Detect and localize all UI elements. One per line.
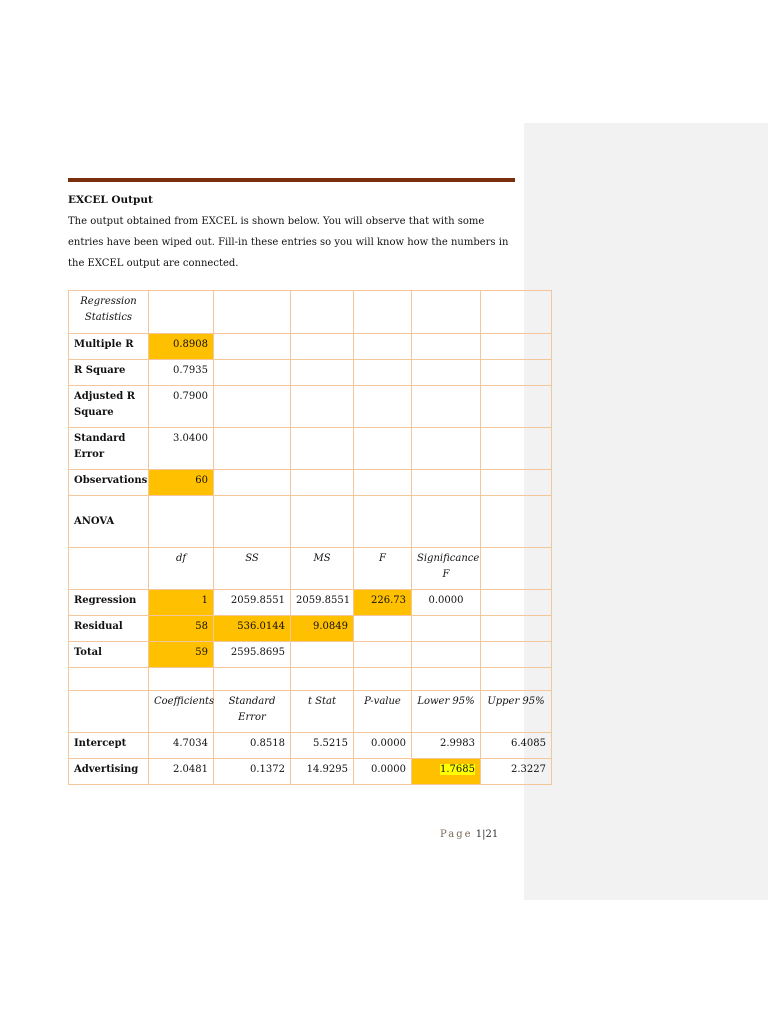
adjusted-r-square-label: Adjusted R Square xyxy=(69,386,149,428)
regression-label: Regression xyxy=(69,590,149,616)
residual-label: Residual xyxy=(69,616,149,642)
coef-header-p-value: P-value xyxy=(354,691,412,733)
total-label: Total xyxy=(69,642,149,668)
advertising-label: Advertising xyxy=(69,759,149,785)
anova-header-ms: MS xyxy=(291,548,354,590)
total-ss: 2595.8695 xyxy=(214,642,291,668)
anova-header-f: F xyxy=(354,548,412,590)
table-row xyxy=(69,470,552,496)
anova-header-ss: SS xyxy=(214,548,291,590)
anova-header-significance: Significance F xyxy=(412,548,481,590)
table-row xyxy=(69,691,552,733)
intercept-t: 5.5215 xyxy=(291,733,354,759)
residual-ss: 536.0144 xyxy=(214,616,291,642)
regression-df: 1 xyxy=(149,590,214,616)
coef-header-coefficients: Coefficients xyxy=(149,691,214,733)
intercept-label: Intercept xyxy=(69,733,149,759)
coef-header-t-stat: t Stat xyxy=(291,691,354,733)
coef-header-upper-95: Upper 95% xyxy=(481,691,552,733)
table-row xyxy=(69,548,552,590)
r-square-label: R Square xyxy=(69,360,149,386)
regression-significance: 0.0000 xyxy=(412,590,481,616)
table-row xyxy=(69,496,552,548)
table-row xyxy=(69,360,552,386)
coef-header-standard-error: Standard Error xyxy=(214,691,291,733)
residual-ms: 9.0849 xyxy=(291,616,354,642)
regression-ss: 2059.8551 xyxy=(214,590,291,616)
section-title: EXCEL Output xyxy=(68,194,153,206)
table-row xyxy=(69,428,552,470)
advertising-lower: 1.7685 xyxy=(440,764,475,775)
comment-pane xyxy=(524,123,768,900)
anova-header-df: df xyxy=(149,548,214,590)
table-row xyxy=(69,642,552,668)
table-row xyxy=(69,386,552,428)
regression-output-table xyxy=(68,290,552,785)
multiple-r-value: 0.8908 xyxy=(149,334,214,360)
standard-error-label: Standard Error xyxy=(69,428,149,470)
header-rule xyxy=(68,178,515,182)
observations-value: 60 xyxy=(149,470,214,496)
adjusted-r-square-value: 0.7900 xyxy=(149,386,214,428)
advertising-coef: 2.0481 xyxy=(149,759,214,785)
advertising-t: 14.9295 xyxy=(291,759,354,785)
advertising-upper: 2.3227 xyxy=(481,759,552,785)
anova-title: ANOVA xyxy=(69,496,149,548)
advertising-se: 0.1372 xyxy=(214,759,291,785)
table-row xyxy=(69,291,552,334)
page-footer xyxy=(440,829,498,840)
advertising-lower-cell xyxy=(412,759,481,785)
residual-df: 58 xyxy=(149,616,214,642)
multiple-r-label: Multiple R xyxy=(69,334,149,360)
page-number: 1|21 xyxy=(475,829,499,840)
page-word: Page xyxy=(440,829,473,840)
advertising-p: 0.0000 xyxy=(354,759,412,785)
r-square-value: 0.7935 xyxy=(149,360,214,386)
intercept-se: 0.8518 xyxy=(214,733,291,759)
regression-statistics-header: Regression Statistics xyxy=(69,291,149,334)
regression-ms: 2059.8551 xyxy=(291,590,354,616)
observations-label: Observations xyxy=(69,470,149,496)
coef-header-lower-95: Lower 95% xyxy=(412,691,481,733)
table-row xyxy=(69,733,552,759)
intercept-coef: 4.7034 xyxy=(149,733,214,759)
table-row xyxy=(69,334,552,360)
total-df: 59 xyxy=(149,642,214,668)
table-row xyxy=(69,590,552,616)
regression-f: 226.73 xyxy=(354,590,412,616)
section-paragraph: The output obtained from EXCEL is shown below. You will observe that with some entries have been wiped out. Fill-in these entries so you will know how the numbers in the EXCEL output are connected. xyxy=(68,216,509,269)
table-row xyxy=(69,668,552,691)
table-row xyxy=(69,616,552,642)
intercept-p: 0.0000 xyxy=(354,733,412,759)
table-row xyxy=(69,759,552,785)
intercept-upper: 6.4085 xyxy=(481,733,552,759)
intercept-lower: 2.9983 xyxy=(412,733,481,759)
standard-error-value: 3.0400 xyxy=(149,428,214,470)
